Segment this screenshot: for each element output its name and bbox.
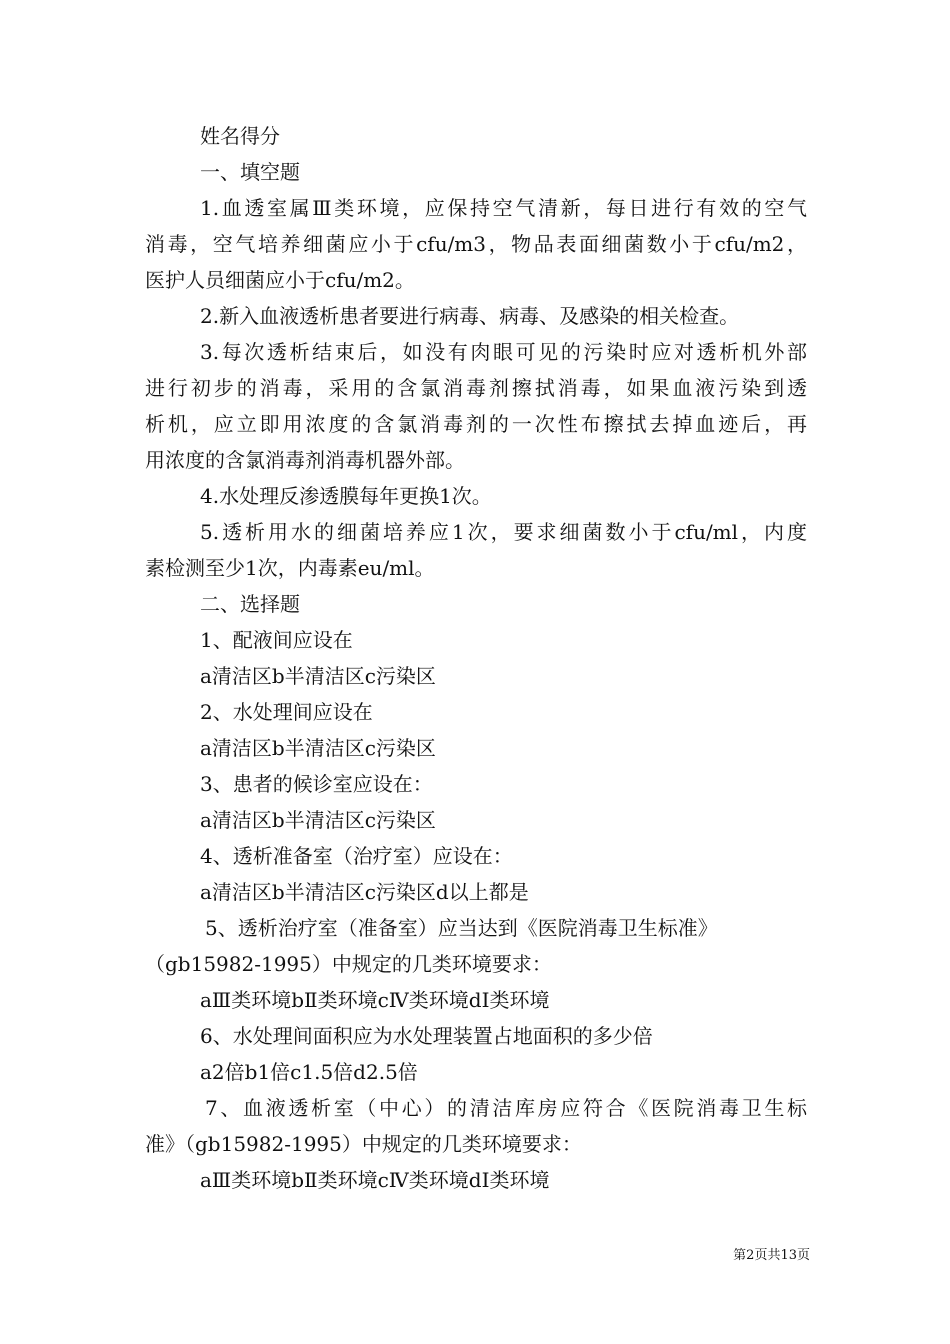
text-line: 4.水处理反渗透膜每年更换1次。 (200, 484, 492, 508)
text-line: 1、配液间应设在 (200, 628, 353, 652)
text-line: 1.血透室属Ⅲ类环境，应保持空气清新，每日进行有效的空气 (200, 196, 807, 220)
text-line: 进行初步的消毒，采用的含氯消毒剂擦拭消毒，如果血液污染到透 (145, 376, 807, 400)
document-body (145, 118, 807, 1198)
text-line: a清洁区b半清洁区c污染区 (200, 736, 436, 760)
text-line: 用浓度的含氯消毒剂消毒机器外部。 (145, 448, 465, 472)
text-line: a清洁区b半清洁区c污染区 (200, 664, 436, 688)
text-line: aⅢ类环境bⅡ类环境cⅣ类环境dⅠ类环境 (200, 988, 550, 1012)
text-line: 二、选择题 (200, 592, 300, 616)
text-line: a清洁区b半清洁区c污染区d以上都是 (200, 880, 529, 904)
text-line: （gb15982-1995）中规定的几类环境要求： (145, 952, 552, 976)
text-line: 6、水处理间面积应为水处理装置占地面积的多少倍 (200, 1024, 653, 1048)
text-line: 7、血液透析室（中心）的清洁库房应符合《医院消毒卫生标 (205, 1096, 807, 1120)
text-line: 5.透析用水的细菌培养应1次，要求细菌数小于cfu/ml，内度 (200, 520, 807, 544)
text-line: 4、透析准备室（治疗室）应设在： (200, 844, 513, 868)
text-line: aⅢ类环境bⅡ类环境cⅣ类环境dⅠ类环境 (200, 1168, 550, 1192)
text-line: 准》（gb15982-1995）中规定的几类环境要求： (145, 1132, 582, 1156)
text-line: a清洁区b半清洁区c污染区 (200, 808, 436, 832)
text-line: a2倍b1倍c1.5倍d2.5倍 (200, 1060, 418, 1084)
text-line: 5、透析治疗室（准备室）应当达到《医院消毒卫生标准》 (205, 916, 718, 940)
text-line: 素检测至少1次，内毒素eu/ml。 (145, 556, 435, 580)
text-line: 3.每次透析结束后，如没有肉眼可见的污染时应对透析机外部 (200, 340, 807, 364)
text-line: 姓名得分 (200, 124, 280, 148)
text-line: 析机，应立即用浓度的含氯消毒剂的一次性布擦拭去掉血迹后，再 (145, 412, 807, 436)
page-footer: 第2页共13页 (733, 1248, 810, 1263)
text-line: 3、患者的候诊室应设在： (200, 772, 433, 796)
text-line: 2、水处理间应设在 (200, 700, 373, 724)
text-line: 一、填空题 (200, 160, 300, 184)
text-line: 医护人员细菌应小于cfu/m2。 (145, 268, 415, 292)
text-line: 2.新入血液透析患者要进行病毒、病毒、及感染的相关检查。 (200, 304, 740, 328)
text-line: 消毒，空气培养细菌应小于cfu/m3，物品表面细菌数小于cfu/m2， (145, 232, 807, 256)
